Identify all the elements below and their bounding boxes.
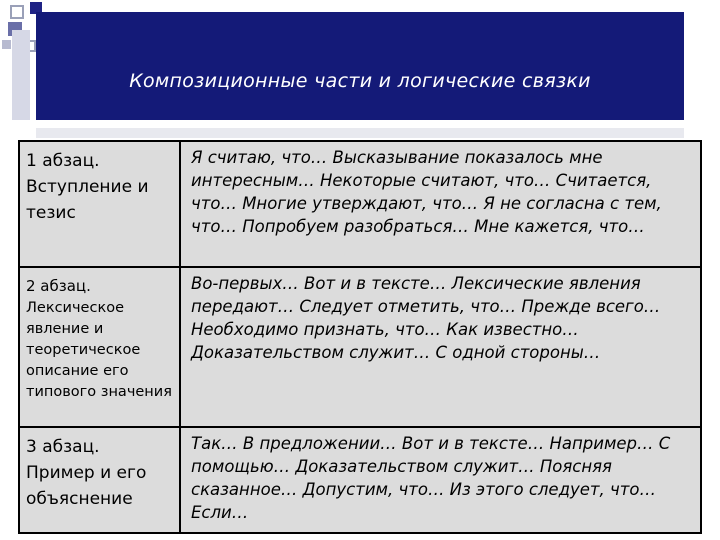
- part-label: 3 абзац.: [26, 437, 100, 457]
- slide-title: Композиционные части и логические связки: [129, 70, 591, 92]
- phrases-cell: Так… В предложении… Вот и в тексте… Например… С помощью… Доказательством служит… Поясняя сказанное… Допустим, что… Из этого следует, что… Если…: [191, 434, 671, 522]
- divider-strip: [36, 128, 684, 138]
- table-row: [20, 428, 700, 532]
- phrases-cell: Я считаю, что… Высказывание показалось мне интересным… Некоторые считают, что… Считается, что… Многие утверждают, что… Я не согласна с тем, что… Попробуем разобраться… Мне кажется, что…: [191, 148, 662, 236]
- table-row: [20, 268, 700, 428]
- part-label: 1 абзац.: [26, 151, 100, 171]
- content-table: [18, 140, 702, 534]
- phrases-cell: Во-первых… Вот и в тексте… Лексические явления передают… Следует отметить, что… Прежде всего… Необходимо признать, что… Как известно… Доказательством служит… С одной стороны…: [191, 274, 661, 362]
- title-band: [36, 12, 684, 120]
- decor-square: [2, 40, 11, 49]
- part-label: 2 абзац.: [26, 277, 91, 295]
- decor-square: [10, 5, 24, 19]
- part-cell: [20, 268, 181, 426]
- part-description: Вступление и тезис: [26, 177, 149, 223]
- table-row: [20, 142, 700, 268]
- part-cell: [20, 142, 181, 266]
- part-cell: [20, 428, 181, 532]
- part-description: Пример и его объяснение: [26, 463, 147, 509]
- part-description: Лексическое явление и теоретическое описание его типового значения: [26, 300, 172, 400]
